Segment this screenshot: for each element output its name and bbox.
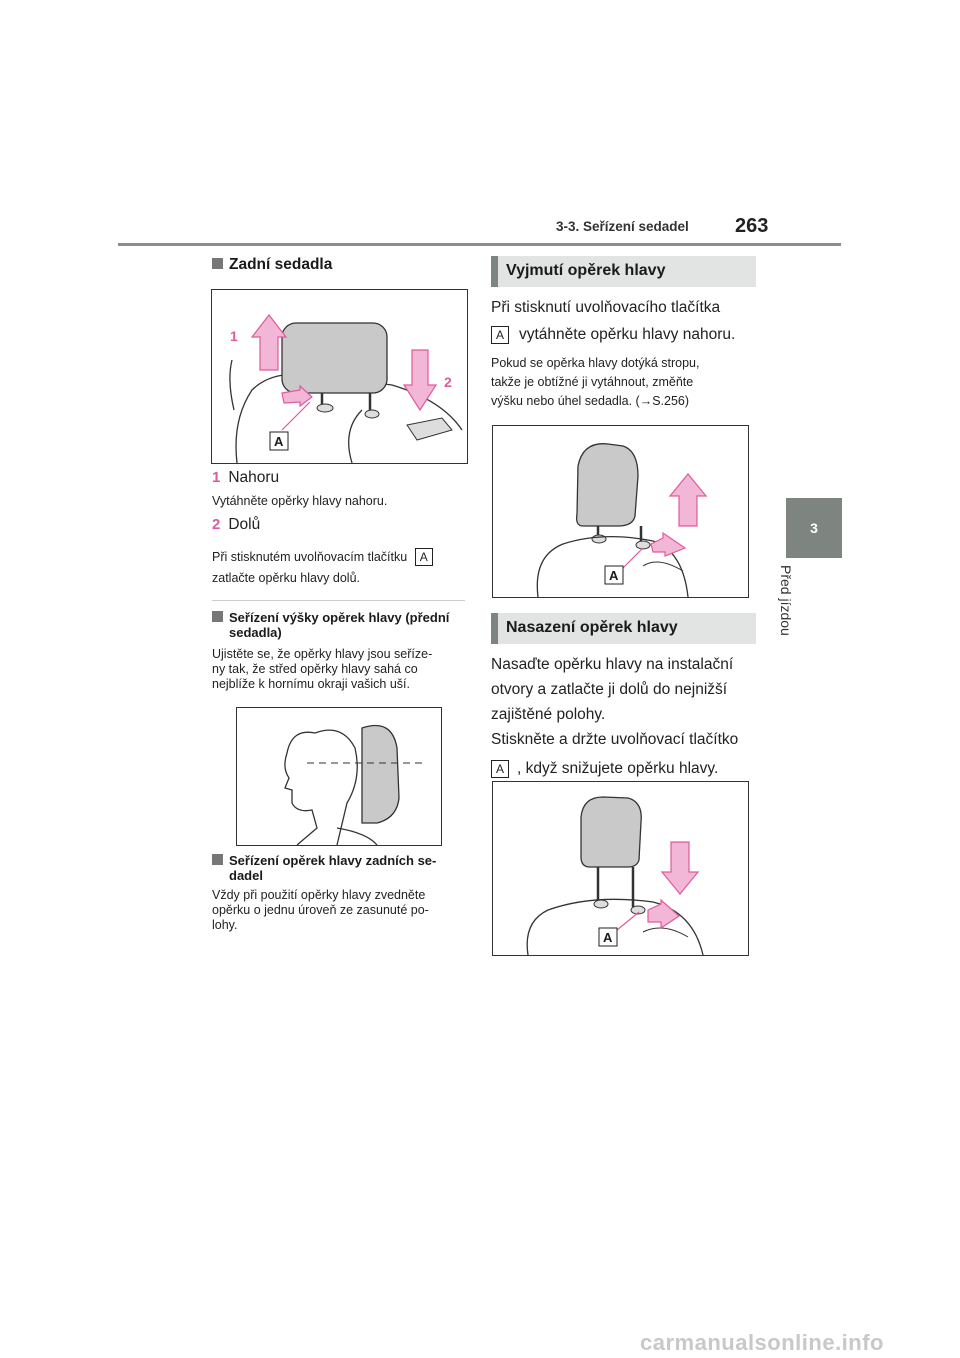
removal-section-header	[491, 256, 756, 287]
chapter-title-text: Před jízdou	[778, 565, 794, 636]
front-headrest-illustration	[237, 708, 441, 845]
removal-note-l3: výšku nebo úhel sedadla. (→S.256)	[491, 394, 690, 408]
chapter-tab[interactable]: 3	[786, 498, 842, 558]
install-text-l3: zajištěné polohy.	[491, 706, 606, 723]
removal-note	[491, 354, 699, 411]
figure-label-a: A	[274, 434, 284, 449]
install-section-header	[491, 613, 756, 644]
item-1-title: Nahoru	[228, 469, 280, 486]
item-2	[212, 512, 260, 537]
install-text-l4: Stiskněte a držte uvolňovací tlačítko	[491, 731, 739, 748]
front-adjust-heading-l1: Seřízení výšky opěrek hlavy (přední	[229, 610, 450, 625]
front-adjust-text	[212, 647, 432, 692]
front-adjust-text-l1: Ujistěte se, že opěrky hlavy jsou seříze-	[212, 647, 433, 661]
install-text-l5: , když snižujete opěrku hlavy.	[517, 760, 719, 777]
rear-adjust-text-l1: Vždy při použití opěrky hlavy zvedněte	[212, 888, 426, 902]
divider	[212, 600, 465, 601]
front-adjust-text-l3: nejblíže k hornímu okraji vašich uší.	[212, 677, 411, 691]
arrow-down-icon	[662, 842, 698, 894]
item-1	[212, 465, 279, 490]
section-title: 3-3. Seřízení sedadel	[556, 219, 689, 234]
figure-label-a: A	[603, 930, 613, 945]
chapter-title	[778, 565, 818, 685]
header-divider	[118, 243, 841, 246]
removal-heading: Vyjmutí opěrek hlavy	[506, 262, 666, 279]
rear-adjust-heading-l1: Seřízení opěrek hlavy zadních se-	[229, 853, 437, 868]
bullet-square-icon	[212, 611, 223, 622]
push-arrow-icon	[651, 533, 685, 556]
rear-adjust-text	[212, 888, 429, 933]
rear-seats-heading-text: Zadní sedadla	[229, 256, 333, 273]
install-heading: Nasazení opěrek hlavy	[506, 619, 678, 636]
rear-seats-heading	[212, 256, 332, 274]
front-adjust-text-l2: ny tak, že střed opěrky hlavy sahá co	[212, 662, 418, 676]
figure-rear-headrest	[211, 289, 468, 464]
bullet-square-icon	[212, 258, 223, 269]
figure-label-2: 2	[444, 374, 452, 390]
rear-adjust-heading-l2: dadel	[229, 868, 263, 883]
button-a-label: A	[491, 760, 509, 778]
item-2-text-before: Při stisknutém uvolňovacím tlačítku	[212, 550, 408, 564]
figure-label-1: 1	[230, 328, 238, 344]
removal-text-l2-text: vytáhněte opěrku hlavy nahoru.	[519, 326, 736, 343]
page-number: 263	[735, 215, 769, 237]
removal-note-l1: Pokud se opěrka hlavy dotýká stropu,	[491, 356, 700, 370]
item-1-number: 1	[212, 469, 221, 486]
item-2-number: 2	[212, 516, 221, 533]
watermark: carmanualsonline.info	[640, 1330, 884, 1355]
install-text-l2: otvory a zatlačte ji dolů do nejnižší	[491, 681, 728, 698]
figure-front-headrest	[236, 707, 442, 846]
arrow-up-icon	[252, 315, 286, 370]
removal-note-l2: takže je obtížné ji vytáhnout, změňte	[491, 375, 694, 389]
install-illustration	[493, 782, 748, 955]
removal-illustration	[493, 426, 748, 597]
push-arrow-icon	[648, 900, 679, 928]
bullet-square-icon	[212, 854, 223, 865]
rear-adjust-heading	[212, 853, 472, 883]
install-text-l1: Nasaďte opěrku hlavy na instalační	[491, 656, 734, 673]
item-2-text-line1	[212, 548, 433, 566]
item-2-title: Dolů	[228, 516, 261, 533]
removal-text-l1: Při stisknutí uvolňovacího tlačítka	[491, 299, 721, 316]
item-2-text-after: zatlačte opěrku hlavy dolů.	[212, 571, 361, 585]
figure-install	[492, 781, 749, 956]
arrow-up-icon	[670, 474, 706, 526]
rear-adjust-text-l2: opěrku o jednu úroveň ze zasunuté po-	[212, 903, 429, 917]
figure-label-a: A	[609, 568, 619, 583]
front-adjust-heading	[212, 610, 472, 640]
rear-headrest-illustration	[212, 290, 467, 463]
figure-removal	[492, 425, 749, 598]
removal-text-l2	[491, 322, 735, 347]
button-a-label: A	[491, 326, 509, 344]
item-1-text: Vytáhněte opěrky hlavy nahoru.	[212, 494, 388, 508]
button-a-label: A	[415, 548, 433, 566]
install-text	[491, 652, 738, 781]
rear-adjust-text-l3: lohy.	[212, 918, 238, 932]
front-adjust-heading-l2: sedadla)	[229, 625, 282, 640]
